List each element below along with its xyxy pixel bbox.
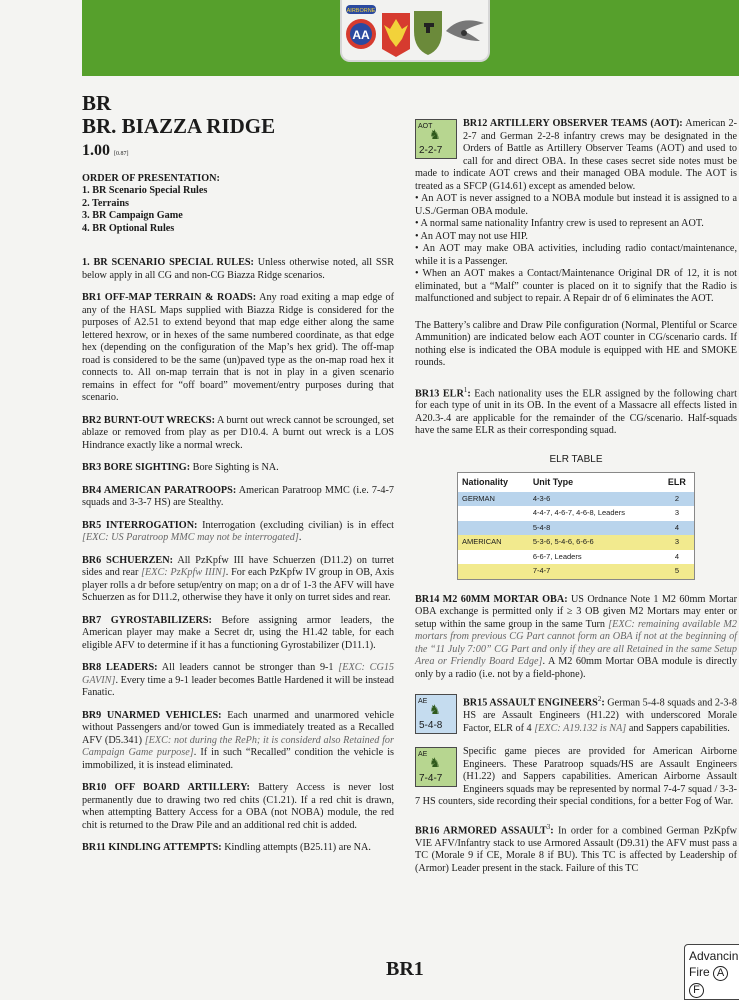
- emblem-icons: [342, 1, 488, 59]
- order-of-presentation: [82, 173, 394, 236]
- table-row: AMERICAN 5-3-6, 5-4-6, 6-6-6 3: [458, 535, 695, 550]
- table-row: 5-4-8 4: [458, 521, 695, 536]
- bullet: • When an AOT makes a Contact/Maintenance Original DR of 12, it is not eliminated, but a “Malf” counter is placed on it to signify that the Radio is malfunctioned and subject to repair. A Repair dr of 6 eliminates the AOT.: [415, 268, 737, 304]
- ae-german-counter-icon: [415, 694, 457, 734]
- rule-br8: BR8 LEADERS: All leaders cannot be stronger than 9-1 [EXC: CG15 GAVIN]. Every time a 9-1 leader becomes Battle Hardened it will be instead Fanatic.: [82, 662, 395, 698]
- counter-tag: AOT: [418, 123, 433, 130]
- table-row: 7-4-7 5: [458, 564, 695, 579]
- order-item: 1. BR Scenario Special Rules: [82, 185, 208, 196]
- rule-br1: BR1 OFF-MAP TERRAIN & ROADS: Any road exiting a map edge of any of the HASL Maps supplied with Biazza Ridge is considered for the purposes of A2.51 to extend beyond that map edge either along the same lettered hexrow, or in hexes of the same numbered coordinate, as that edge hex (depending on the configuration of the Map’s hex grid). The off-map road is considered to be the same (un)paved type as the on-map road hex it connects to. All on-map terrain that is not in play in a given scenario remains in effect for “off board” movement/entry purposes during that scenario.: [82, 292, 395, 403]
- rule-br13: BR13 ELR$^1$: Each nationality uses the ELR assigned by the following chart for each type of unit in its OB. In the event of a Massacre all effects listed in A20.3-.4 are applicable for the remainder of the CG/scenario. Half-squads have the same ELR as their corresponding squad.: [415, 385, 737, 437]
- rule-br6: BR6 SCHUERZEN: All PzKpfw III have Schuerzen (D11.2) on turret sides and rear [EXC: PzKpfw IIIN]. For each PzKpfw IV group in OB, Axis player rolls a dr before setup/entry on map; on a dr of 1-3 the AFV will have Schuerzen as for D11.2, otherwise they have it only on turret sides and rear.: [82, 554, 394, 603]
- header-nationality: Nationality: [458, 473, 529, 492]
- rule-br11: BR11 KINDLING ATTEMPTS: Kindling attempts (B25.11) are NA.: [82, 842, 371, 853]
- page-number: BR1: [386, 958, 424, 980]
- bullet: • An AOT is never assigned to a NOBA module but instead it is assigned to a U.S./German OBA module.: [415, 193, 737, 217]
- soldier-figure-icon: ♞: [429, 702, 441, 718]
- chapter-code: BR: [82, 91, 112, 115]
- header-unit-type: Unit Type: [529, 473, 660, 492]
- left-column: [82, 92, 394, 855]
- version: [82, 142, 394, 161]
- table-row: GERMAN 4-3-6 2: [458, 492, 695, 507]
- bullet: • An AOT may not use HIP.: [415, 230, 528, 242]
- table-row: 6-6-7, Leaders 4: [458, 550, 695, 565]
- rule-br14: BR14 M2 60MM MORTAR OBA: US Ordnance Note 1 M2 60mm Mortar OBA exchange is permitted only if ≥ 3 OB given M2 Mortars may enter or setup within the same group in the same Turn [EXC: remaining available M2 mortars from previous CG Part cannot form an OBA if not at the beginning of the “11 July 7:00” CG Part and only if they are all Retained in the same Setup Area or Friendly Board Edge]. A M2 60mm Mortar OBA module is directly only by a radio (i.e. not by a field-phone).: [415, 593, 738, 680]
- version-sub: [0.87]: [114, 151, 129, 157]
- battery-paragraph: The Battery’s calibre and Draw Pile configuration (Normal, Plentiful or Scarce Ammunition) are indicated below each AOT counter in CG/scenario cards. If nothing else is indicated the OBA module is equipped with HE and SMOKE rounds.: [415, 319, 737, 368]
- table-header-row: [458, 473, 695, 492]
- rule-br9: BR9 UNARMED VEHICLES: Each unarmed and unarmored vehicle without Passengers and/or towed Gun is immediately treated as a Recalled AFV (D5.341) [EXC: not during the RePh; it is considerd also Retained for Campaign Game purpose]. If in such “Recalled” condition the vehicle is immobilized, it is instead eliminated.: [82, 709, 395, 771]
- rule-br12: AOT ♞ 2-2-7 BR12 ARTILLERY OBSERVER TEAMS (AOT): American 2-2-7 and German 2-2-8 infantry crews may be designated in the Orders of Battle as Artillery Observer Teams (AOT) and used to call for and direct OBA. In these cases secret side notes must be made to indicate AOT crews and their managed OBA module. The AOT is treated as a SFCP (G14.61) except as amended below. • An AOT is never assigned to a NOBA module but instead it is assigned to a U.S./German OBA module. • A normal same nationality Infantry crew is used to represent an AOT. • An AOT may not use HIP. • An AOT may make OBA activities, including radio contact/maintenance, while it is a Passenger. • When an AOT makes a Contact/Maintenance Original DR of 12, it is not eliminated, but a “Malf” counter is placed on it to signify that the Radio is malfunctioned and subject to repair. A Repair dr of 6 eliminates the AOT.: [415, 118, 737, 304]
- order-item: 2. Terrains: [82, 197, 129, 209]
- soldier-figure-icon: ♞: [429, 127, 441, 142]
- adv-line2: Fire A F: [689, 964, 739, 998]
- emblem-airborne-text: AIRBORNE: [346, 8, 376, 14]
- aot-counter-icon: [415, 119, 457, 159]
- rule-br5: BR5 INTERROGATION: Interrogation (excluding civilian) is in effect [EXC: US Paratroop MMC may not be interrogated].: [82, 519, 394, 543]
- soldier-figure-icon: ♞: [429, 755, 441, 771]
- rule-br15: AE ♞ 5-4-8 BR15 ASSAULT ENGINEERS$^2$: German 5-4-8 squads and 2-3-8 HS are Assault Engineers (H1.22) with underscored Morale Factor, ELR of 4 [EXC: A19.132 is NA] and Sappers capabilities.: [415, 693, 737, 736]
- counter-tag: AE: [418, 698, 428, 706]
- rule-br16: BR16 ARMORED ASSAULT$^3$: In order for a combined German PzKpfw VIE AFV/Infantry stack to use Armored Assault (D9.31) the AFV must pass a TC (Morale 9 if CE, Morale 8 if BU). This TC is affected by Leadership of (Armor) Leader present in the stack. Failure of this TC: [415, 822, 737, 874]
- rule-br10: BR10 OFF BOARD ARTILLERY: Battery Access is never lost permanently due to drawing two red chits (C1.21). If a red chit is drawn, when attempting Battery Access for a OBA (not NOBA) module, the red chit is returned to the Draw Pile and an additional red chit is added.: [82, 782, 394, 831]
- emblem-aa-text: AA: [352, 28, 370, 42]
- bullet: • A normal same nationality Infantry crew is used to represent an AOT.: [415, 218, 704, 229]
- rule-ssr: 1. BR SCENARIO SPECIAL RULES: Unless otherwise noted, all SSR below apply in all CG and non-CG Biazza Ridge scenarios.: [82, 257, 395, 281]
- division-emblems: [340, 0, 490, 62]
- elr-table: [457, 472, 695, 580]
- rule-br4: BR4 AMERICAN PARATROOPS: American Paratroop MMC (i.e. 7-4-7 squads and 3-3-7 HS) are Stealthy.: [82, 484, 395, 508]
- right-column: [415, 118, 737, 875]
- elr-table-title: ELR TABLE: [549, 453, 603, 465]
- bullet: • An AOT may make OBA activities, including radio contact/maintenance, while it is a Passenger.: [415, 243, 737, 267]
- chapter-title: BR. BIAZZA RIDGE: [82, 114, 276, 138]
- rule-br2: BR2 BURNT-OUT WRECKS: A burnt out wreck cannot be scrounged, set ablaze or removed from play as per D10.4. A burnt out wreck is a LOS Hindrance exactly like a normal wreck.: [82, 414, 394, 451]
- table-row: 4-4-7, 4-6-7, 4-6-8, Leaders 3: [458, 506, 695, 521]
- counter-strength: 5-4-8: [419, 719, 443, 731]
- order-item: 4. BR Optional Rules: [82, 222, 175, 234]
- adv-circle-icon: A: [713, 966, 728, 981]
- adv-circle-icon: F: [689, 983, 704, 998]
- rule-br3: BR3 BORE SIGHTING: Bore Sighting is NA.: [82, 462, 279, 473]
- ae-american-counter-icon: [415, 747, 457, 787]
- rule-br15-american: AE ♞ 7-4-7 Specific game pieces are provided for American Airborne Engineers. These Paratroop squads/HS are Assault Engineers (H1.22) and Sappers capabilities. American Airborne Assault Engineers squads may be represented by normal 7-4-7 squad / 3-3-7 HS counters, side recording their special conditions, for a better Fog of War.: [415, 746, 737, 808]
- advancing-fire-tab: [684, 944, 739, 1000]
- counter-strength: 7-4-7: [419, 772, 443, 784]
- adv-line1: Advancin: [689, 949, 739, 963]
- order-heading: ORDER OF PRESENTATION:: [82, 172, 220, 184]
- header-elr: ELR: [660, 473, 695, 492]
- version-number: 1.00: [82, 142, 110, 159]
- rule-br7: BR7 GYROSTABILIZERS: Before assigning armor leaders, the American player may make a Secret dr, using the H1.42 table, for each eligible AFV to determine if it has a functioning Gyrostabilizer (D11.1).: [82, 614, 394, 651]
- order-item: 3. BR Campaign Game: [82, 210, 183, 221]
- counter-tag: AE: [418, 751, 428, 759]
- counter-strength: 2-2-7: [419, 144, 443, 156]
